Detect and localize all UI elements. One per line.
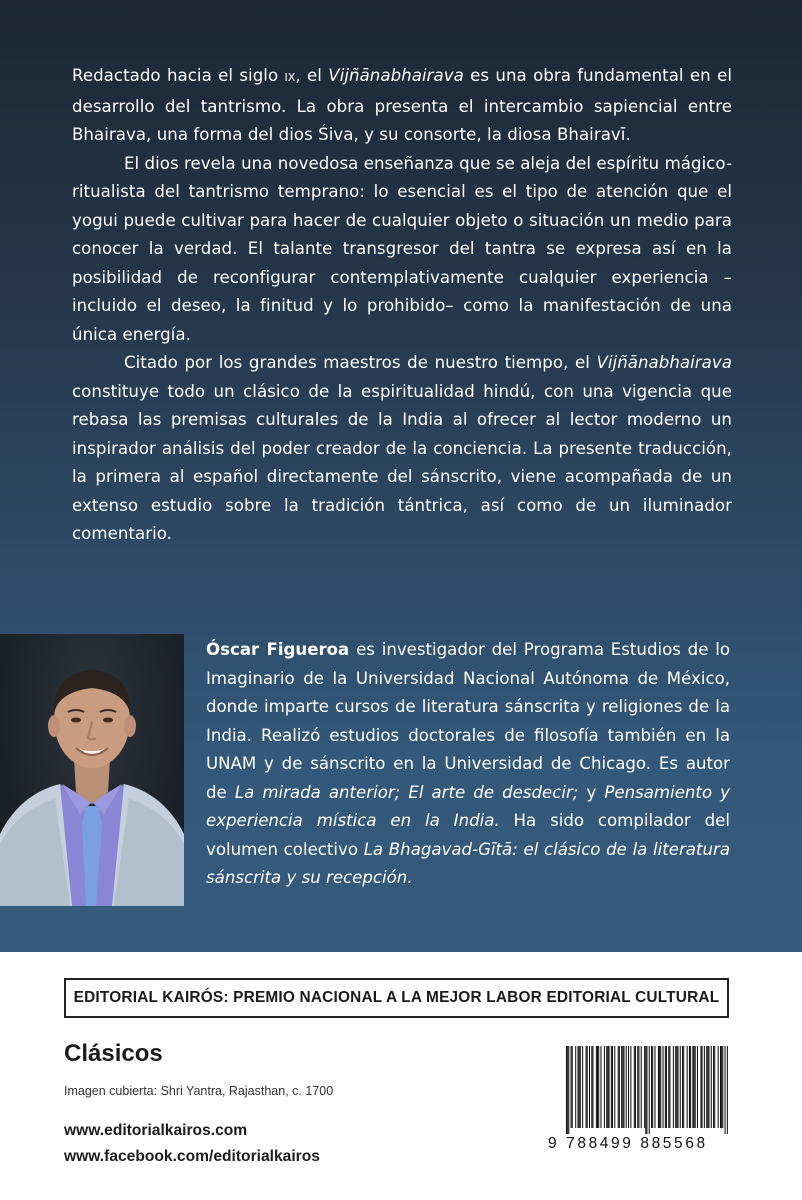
bio-text: es investigador del Programa Estudios de lo Imaginario de la Universidad Nacional Autónoma de México, donde imparte cursos de literatura sánscrita y religiones de la India. Realizó estudios doctorales de filosofía también en la UNAM y de sánscrito en la Universidad de Chicago. Es autor de bbox=[206, 640, 730, 802]
barcode-bar bbox=[651, 1046, 652, 1128]
barcode-bar bbox=[623, 1046, 624, 1128]
book-title-italic: Vijñānabhairava bbox=[328, 66, 464, 85]
barcode-bar bbox=[611, 1046, 612, 1128]
barcode-bar bbox=[666, 1046, 667, 1128]
barcode-bar bbox=[700, 1046, 701, 1128]
barcode-bar bbox=[649, 1046, 650, 1134]
barcode-bar bbox=[654, 1046, 655, 1128]
barcode-bar bbox=[580, 1046, 581, 1128]
barcode-bar bbox=[589, 1046, 590, 1128]
barcode-bar bbox=[708, 1046, 709, 1128]
barcode-bar bbox=[690, 1046, 691, 1128]
barcode-bar bbox=[607, 1046, 608, 1128]
barcode-bar bbox=[619, 1046, 620, 1128]
barcode-bar bbox=[720, 1046, 721, 1128]
barcode-bar bbox=[634, 1046, 635, 1128]
barcode-bar bbox=[586, 1046, 587, 1128]
barcode-bar bbox=[638, 1046, 639, 1128]
barcode-bar bbox=[641, 1046, 642, 1128]
barcode-bar bbox=[659, 1046, 660, 1128]
barcode-bar bbox=[596, 1046, 597, 1128]
barcode-bar bbox=[668, 1046, 669, 1128]
barcode-bar bbox=[579, 1046, 580, 1128]
barcode-bar bbox=[626, 1046, 627, 1128]
barcode-bar bbox=[587, 1046, 588, 1128]
blurb-text: Redactado hacia el siglo bbox=[72, 66, 285, 85]
author-name: Óscar Figueroa bbox=[206, 640, 350, 659]
blurb-text: Citado por los grandes maestros de nuestro tiempo, el bbox=[124, 353, 597, 372]
barcode-bar bbox=[675, 1046, 676, 1128]
barcode-bar bbox=[704, 1046, 705, 1128]
barcode-bar bbox=[592, 1046, 593, 1128]
barcode-bar bbox=[646, 1046, 647, 1134]
website-link[interactable]: www.editorialkairos.com bbox=[64, 1122, 248, 1139]
barcode-bar bbox=[727, 1046, 728, 1134]
barcode-bar bbox=[677, 1046, 678, 1128]
author-photo bbox=[0, 634, 184, 906]
barcode-bar bbox=[680, 1046, 681, 1128]
barcode-bar bbox=[609, 1046, 610, 1128]
barcode-bar bbox=[597, 1046, 598, 1128]
blurb-text: , el bbox=[295, 66, 329, 85]
barcode-bar bbox=[689, 1046, 690, 1128]
barcode-bar bbox=[612, 1046, 613, 1128]
barcode-bar bbox=[711, 1046, 712, 1128]
barcode-bar bbox=[669, 1046, 670, 1128]
barcode-bar bbox=[582, 1046, 583, 1128]
barcode-bar bbox=[637, 1046, 638, 1128]
barcode-bar bbox=[652, 1046, 653, 1128]
barcode-bar bbox=[707, 1046, 708, 1128]
blurb-paragraph-1 bbox=[72, 62, 732, 150]
isbn-number: 9 788499 885568 bbox=[548, 1135, 708, 1152]
barcode-bar bbox=[568, 1046, 569, 1134]
barcode-bar bbox=[658, 1046, 659, 1128]
barcode-bar bbox=[694, 1046, 695, 1128]
barcode-bar bbox=[725, 1046, 726, 1134]
blurb-text: es una obra fundamental en el desarrollo del tantrismo. La obra presenta el intercambio sapiencial entre Bhairava, una forma del dios Śiva, y su consorte, la diosa Bhairavī. bbox=[72, 66, 732, 144]
blurb-paragraph-2: El dios revela una novedosa enseñanza que se aleja del espíritu mágico-ritualista del tantrismo temprano: lo esencial es el tipo de atención que el yogui puede cultivar para hacer de cualquier objeto o situación un medio para conocer la verdad. El talante transgresor del tantra se expresa así en la posibilidad de reconfigurar contemplativamente cualquier experiencia –incluido el deseo, la finitud y lo prohibido– como la manifestación de una única energía. bbox=[72, 153, 732, 344]
barcode-bar bbox=[575, 1046, 576, 1128]
barcode-bar bbox=[695, 1046, 696, 1128]
century-numeral: IX bbox=[284, 71, 296, 84]
barcode-bar bbox=[604, 1046, 605, 1128]
barcode-bar bbox=[682, 1046, 683, 1128]
barcode-bar bbox=[577, 1046, 578, 1128]
blurb-paragraph-3 bbox=[72, 349, 732, 549]
book-title-italic: La mirada anterior; El arte de desdecir; bbox=[234, 782, 579, 802]
barcode-bar bbox=[572, 1046, 573, 1128]
book-title-italic: Vijñānabhairava bbox=[596, 353, 732, 372]
barcode-bar bbox=[630, 1046, 631, 1128]
barcode-bars bbox=[566, 1046, 728, 1134]
barcode-bar bbox=[702, 1046, 703, 1128]
barcode-bar bbox=[692, 1046, 693, 1128]
barcode-bar bbox=[621, 1046, 622, 1128]
barcode-bar bbox=[663, 1046, 664, 1128]
book-title-italic: Pensamiento y experiencia mística en la India. bbox=[206, 782, 730, 830]
barcode-bar bbox=[714, 1046, 715, 1128]
barcode-bar bbox=[628, 1046, 629, 1128]
barcode-bar bbox=[660, 1046, 661, 1128]
barcode-bar bbox=[697, 1046, 698, 1128]
barcode-bar bbox=[665, 1046, 666, 1128]
barcode-bar bbox=[598, 1046, 599, 1128]
barcode-bar bbox=[721, 1046, 722, 1128]
barcode-bar bbox=[676, 1046, 677, 1128]
barcode-bar bbox=[644, 1046, 645, 1128]
barcode-bar bbox=[606, 1046, 607, 1128]
barcode-bar bbox=[600, 1046, 601, 1128]
barcode-bar bbox=[687, 1046, 688, 1128]
barcode-bar bbox=[635, 1046, 636, 1128]
facebook-link[interactable]: www.facebook.com/editorialkairos bbox=[64, 1148, 320, 1165]
barcode-bar bbox=[614, 1046, 615, 1128]
series-label: Clásicos bbox=[64, 1040, 163, 1067]
barcode-bar bbox=[591, 1046, 592, 1128]
barcode-bar bbox=[645, 1046, 646, 1134]
barcode-bar bbox=[706, 1046, 707, 1128]
book-title-italic: La Bhagavad-Gītā: el clásico de la literatura sánscrita y su recepción. bbox=[206, 839, 730, 887]
bio-text: Ha sido compilador del volumen colectivo bbox=[206, 811, 730, 859]
barcode-bar bbox=[567, 1046, 568, 1134]
blurb-text: constituye todo un clásico de la espiritualidad hindú, con una vigencia que rebasa las premisas culturales de la India al ofrecer al lector moderno un inspirador análisis del poder creador de la conciencia. La presente traducción, la primera al español directamente del sánscrito, viene acompañada de un extenso estudio sobre la tradición tántrica, así como de un iluminador comentario. bbox=[72, 381, 732, 543]
barcode-bar bbox=[673, 1046, 674, 1128]
barcode bbox=[538, 1046, 728, 1172]
barcode-bar bbox=[622, 1046, 623, 1128]
barcode-bar bbox=[722, 1046, 723, 1128]
barcode-bar bbox=[683, 1046, 684, 1128]
barcode-bar bbox=[713, 1046, 714, 1128]
book-blurb bbox=[72, 62, 732, 549]
barcode-bar bbox=[618, 1046, 619, 1128]
barcode-bar bbox=[571, 1046, 572, 1128]
bio-text: y bbox=[578, 782, 605, 802]
barcode-bar bbox=[718, 1046, 719, 1128]
award-banner: EDITORIAL KAIRÓS: PREMIO NACIONAL A LA MEJOR LABOR EDITORIAL CULTURAL bbox=[64, 978, 729, 1018]
cover-image-credit: Imagen cubierta: Shri Yantra, Rajasthan, c. 1700 bbox=[64, 1084, 334, 1098]
author-bio bbox=[206, 636, 730, 893]
barcode-bar bbox=[566, 1046, 567, 1134]
